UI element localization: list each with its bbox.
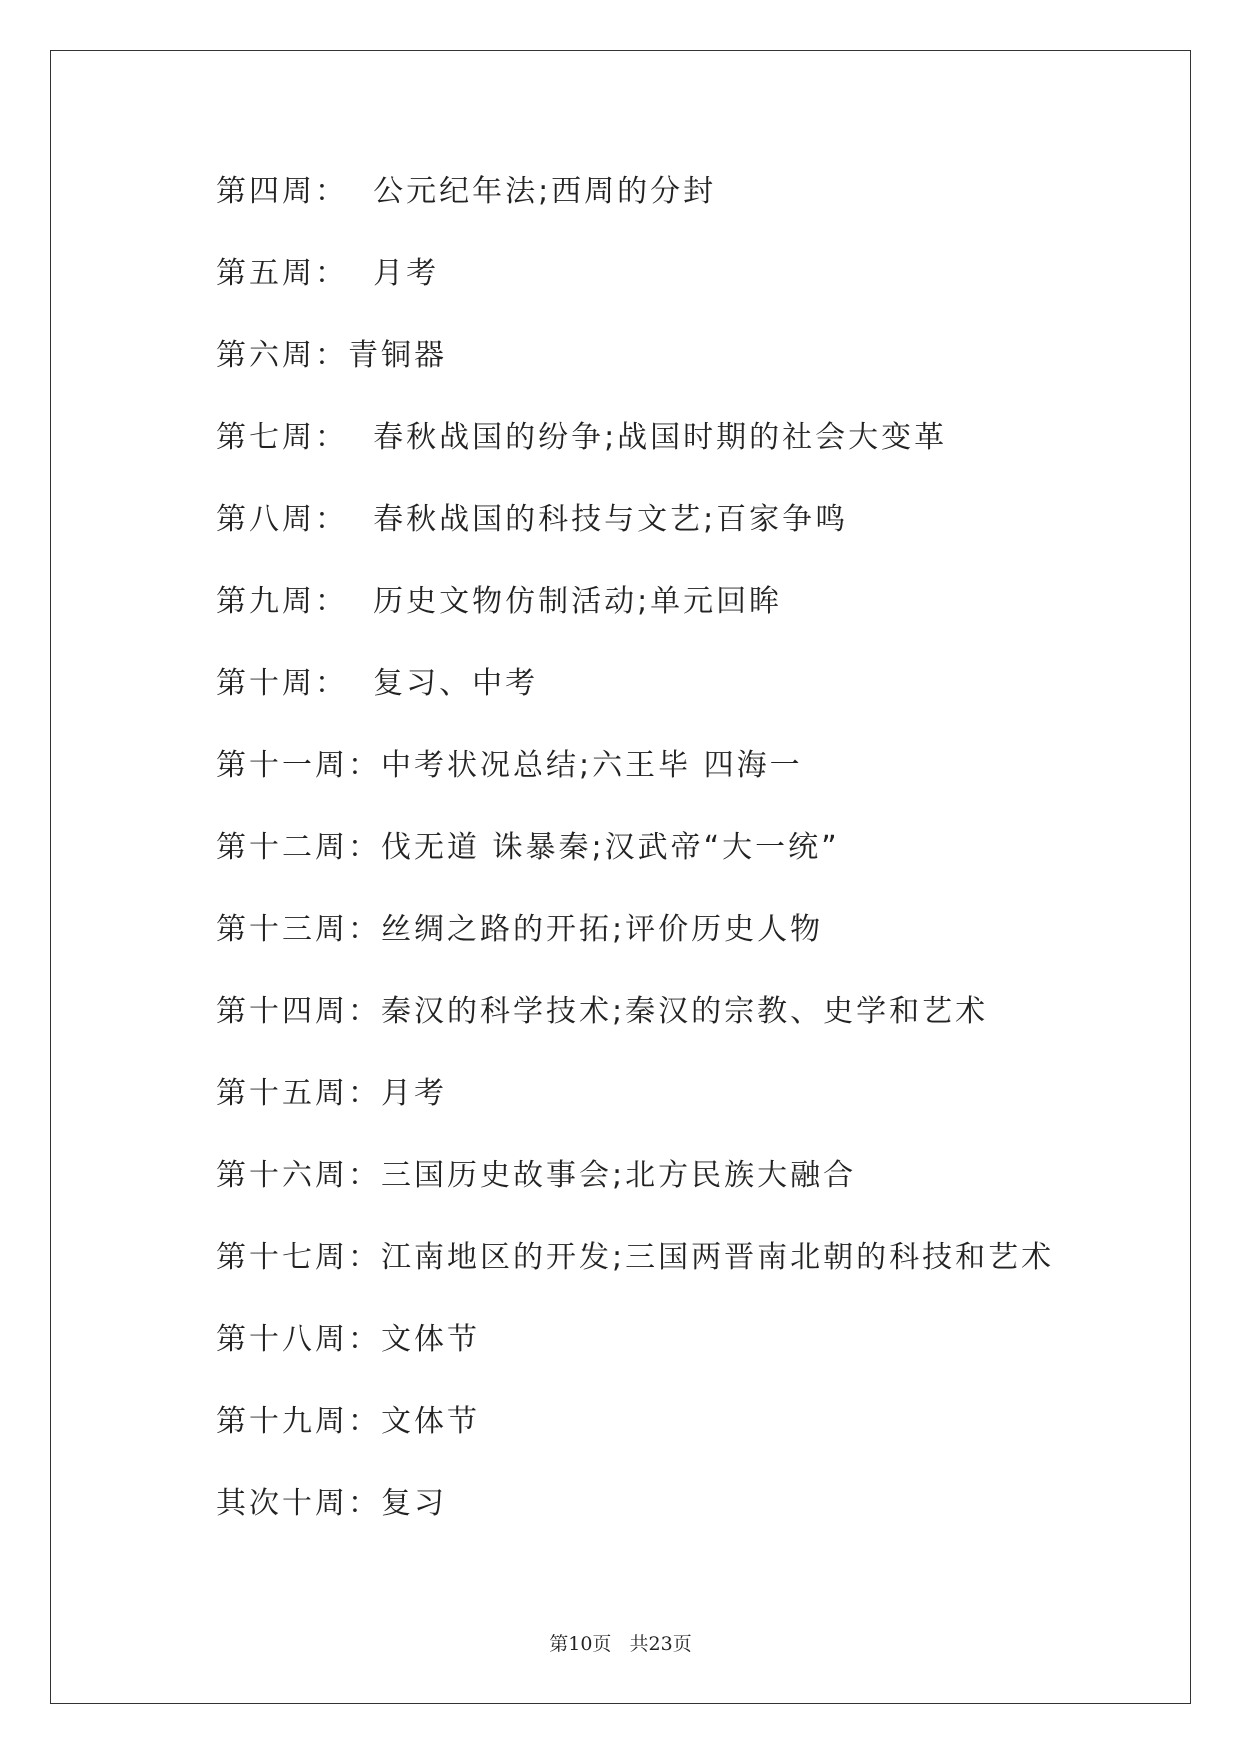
schedule-item-week-18: 第十八周：文体节 [216, 1322, 480, 1357]
schedule-item-week-16: 第十六周：三国历史故事会;北方民族大融合 [216, 1158, 857, 1193]
schedule-item-week-15: 第十五周：月考 [216, 1076, 447, 1111]
schedule-item-week-7: 第七周： 春秋战国的纷争;战国时期的社会大变革 [216, 420, 948, 455]
schedule-item-week-20: 其次十周：复习 [216, 1486, 447, 1521]
schedule-item-week-5: 第五周： 月考 [216, 256, 440, 291]
schedule-item-week-8: 第八周： 春秋战国的科技与文艺;百家争鸣 [216, 502, 849, 537]
schedule-item-week-10: 第十周： 复习、中考 [216, 666, 539, 701]
schedule-item-week-13: 第十三周：丝绸之路的开拓;评价历史人物 [216, 912, 824, 947]
schedule-item-week-6: 第六周：青铜器 [216, 338, 447, 373]
schedule-item-week-4: 第四周： 公元纪年法;西周的分封 [216, 174, 717, 209]
page-number-footer: 第10页 共23页 [549, 1633, 692, 1655]
schedule-item-week-9: 第九周： 历史文物仿制活动;单元回眸 [216, 584, 783, 619]
schedule-item-week-19: 第十九周：文体节 [216, 1404, 480, 1439]
schedule-list [216, 170, 1054, 1564]
schedule-item-week-14: 第十四周：秦汉的科学技术;秦汉的宗教、史学和艺术 [216, 994, 989, 1029]
schedule-item-week-12: 第十二周：伐无道 诛暴秦;汉武帝“大一统” [216, 830, 840, 865]
schedule-item-week-17: 第十七周：江南地区的开发;三国两晋南北朝的科技和艺术 [216, 1240, 1055, 1275]
schedule-item-week-11: 第十一周：中考状况总结;六王毕 四海一 [216, 748, 803, 783]
